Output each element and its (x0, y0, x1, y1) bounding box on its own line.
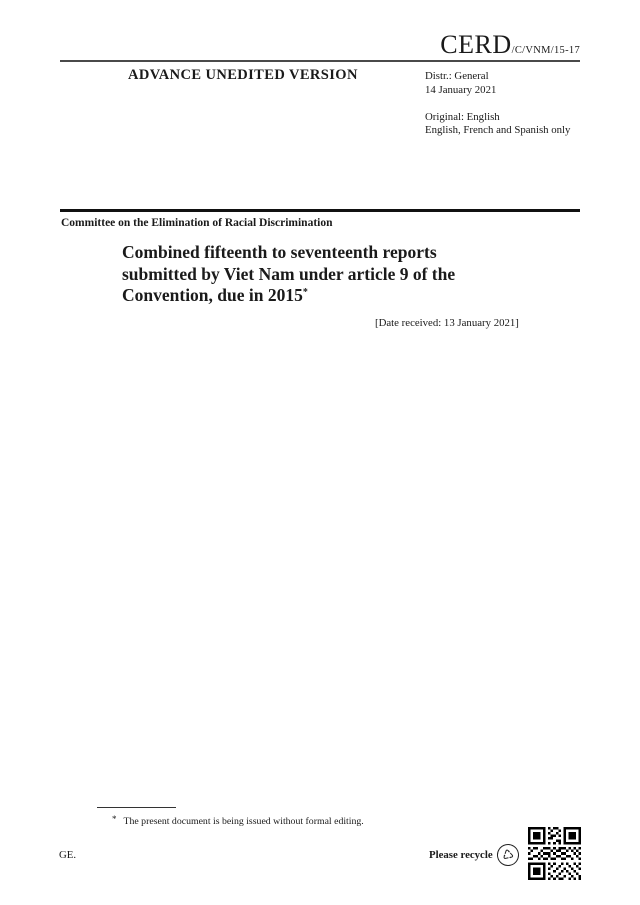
doc-symbol-suffix: /C/VNM/15-17 (511, 45, 580, 56)
distribution-info (425, 70, 570, 138)
distr-date: 14 January 2021 (425, 83, 497, 96)
report-title-line3: Convention, due in 2015* (122, 285, 308, 305)
date-received: [Date received: 13 January 2021] (375, 317, 519, 329)
report-title-line1: Combined fifteenth to seventeenth reports (122, 242, 437, 262)
recycle-icon: ♺ (495, 842, 521, 868)
doc-symbol-main: CERD (440, 30, 512, 59)
info-gap (425, 98, 570, 111)
title-footnote-marker: * (302, 287, 308, 298)
original-language: Original: English (425, 110, 500, 123)
header-rule (60, 60, 580, 62)
footnote-separator (97, 807, 176, 808)
report-title-line2: submitted by Viet Nam under article 9 of the (122, 263, 456, 284)
footnote-marker: * (112, 814, 117, 824)
section-rule (60, 209, 580, 212)
distr-line: Distr.: General (425, 70, 489, 82)
qr-code-icon (528, 827, 581, 880)
footnote (112, 814, 364, 827)
footnote-text: The present document is being issued without formal editing. (123, 816, 364, 827)
advance-unedited-label: ADVANCE UNEDITED VERSION (128, 67, 358, 83)
please-recycle-label: Please recycle (429, 849, 493, 861)
doc-symbol (440, 30, 580, 60)
languages-line: English, French and Spanish only (425, 124, 571, 137)
report-title (122, 242, 512, 307)
please-recycle (429, 844, 519, 866)
ge-label: GE. (59, 849, 77, 861)
committee-name: Committee on the Elimination of Racial Discrimination (61, 217, 333, 229)
